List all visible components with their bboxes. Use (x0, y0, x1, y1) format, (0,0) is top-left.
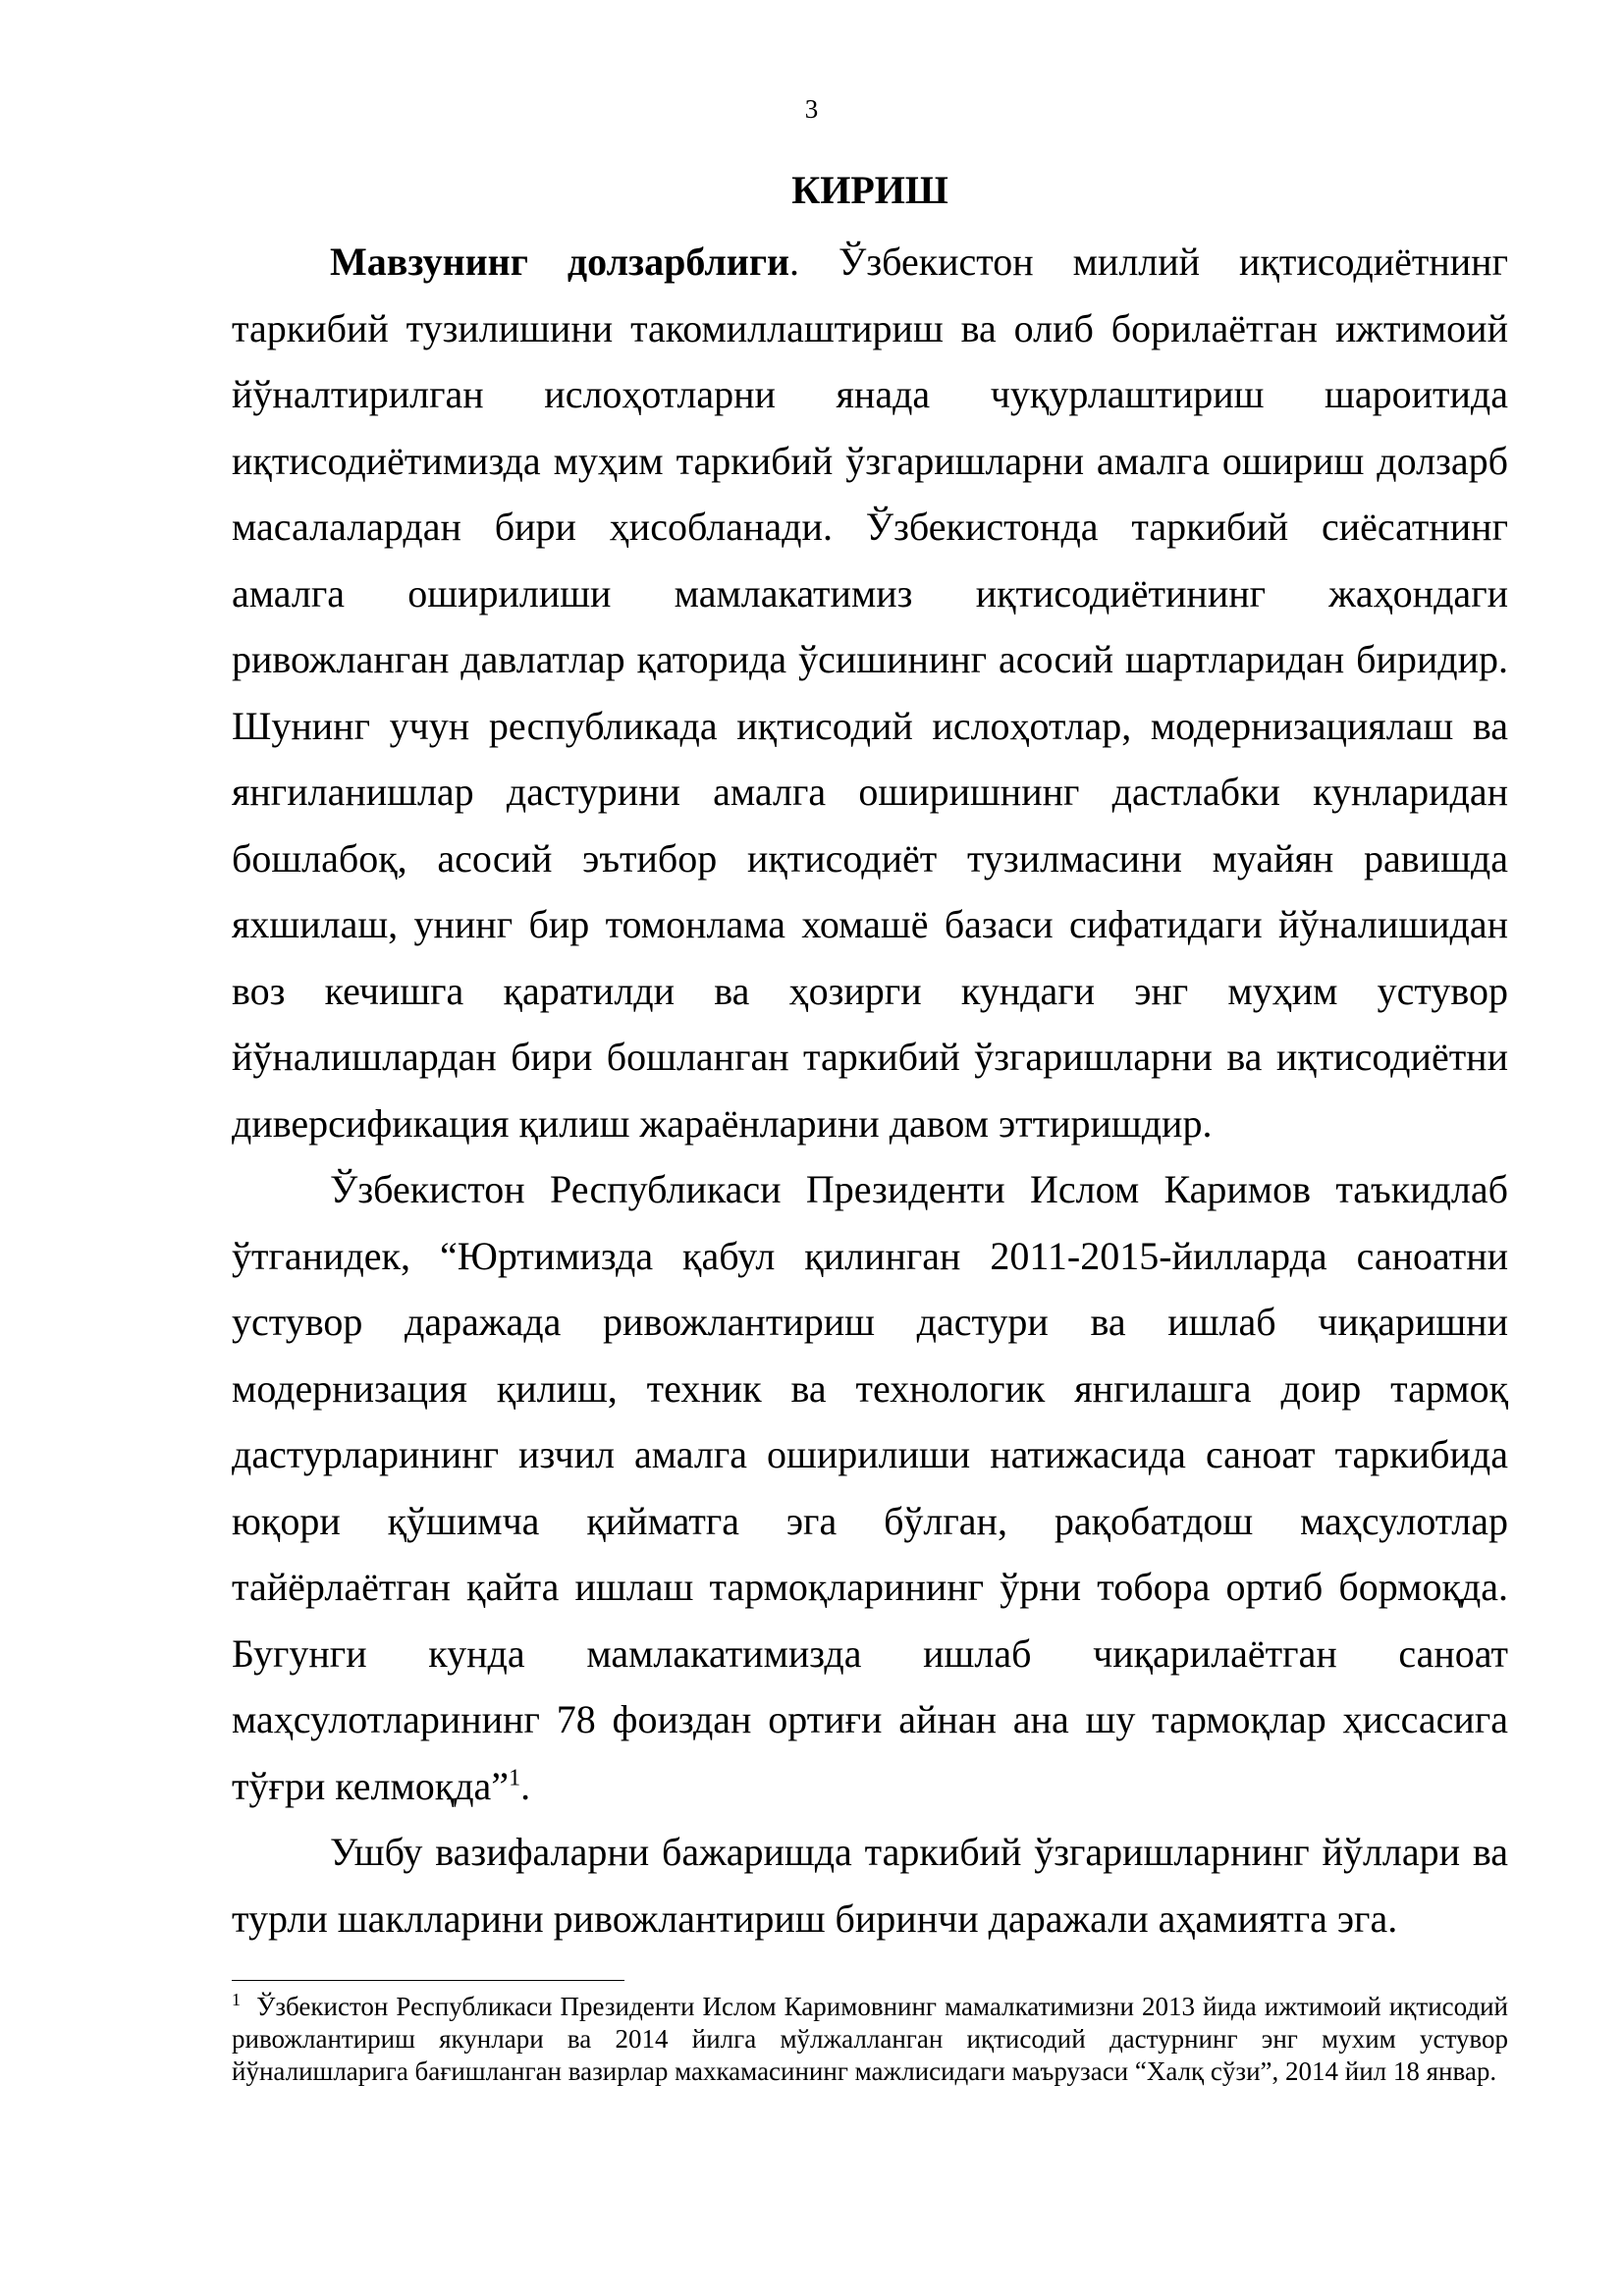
paragraph-text: Ушбу вазифаларни бажаришда таркибий ўзгаришларнинг йўллари ва турли шаклларини ривожлантириш биринчи даражали аҳамиятга эга. (232, 1830, 1508, 1941)
paragraph-conclusion (232, 1819, 1508, 1951)
footnote-reference[interactable]: 1 (509, 1765, 521, 1791)
paragraph-lead: Мавзунинг долзарблиги (330, 240, 790, 284)
footnote-text: Ўзбекистон Республикаси Президенти Ислом Каримовнинг мамалкатимизни 2013 йида ижтимоий иқтисодий ривожлантириш якунлари ва 2014 йилга мўлжалланган иқтисодий дастурнинг энг мухим устувор йўналишларига бағишланган вазирлар махкамасининг мажлисидаги маърузаси “Халқ сўзи”, 2014 йил 18 январ. (232, 1992, 1508, 2086)
paragraph-tail: . (520, 1763, 531, 1808)
paragraph-relevance (232, 229, 1508, 1156)
paragraph-quote (232, 1156, 1508, 1819)
footnote (232, 1991, 1508, 2088)
footnote-marker: 1 (232, 1990, 241, 2009)
section-heading: КИРИШ (791, 168, 948, 212)
paragraph-text: Ўзбекистон Республикаси Президенти Ислом Каримов таъкидлаб ўтганидек, “Юртимизда қабул қилинган 2011-2015-йилларда саноатни устувор даражада ривожлантириш дастури ва ишлаб чиқаришни модернизация қилиш, техник ва технологик янгилашга доир тармоқ дастурларининг изчил амалга оширилиши натижасида саноат таркибида юқори қўшимча қийматга эга бўлган, рақобатдош маҳсулотлар тайёрлаётган қайта ишлаш тармоқларининг ўрни тобора ортиб бормоқда. Бугунги кунда мамлакатимизда ишлаб чиқарилаётган саноат маҳсулотларининг 78 фоиздан ортиғи айнан ана шу тармоқлар ҳиссасига тўғри келмоқда” (232, 1167, 1508, 1808)
body-text (232, 229, 1508, 1951)
footnote-separator (232, 1980, 624, 1981)
paragraph-text: . Ўзбекистон миллий иқтисодиётнинг таркибий тузилишини такомиллаштириш ва олиб борилаётган ижтимоий йўналтирилган ислоҳотларни янада чуқурлаштириш шароитида иқтисодиётимизда муҳим таркибий ўзгаришларни амалга ошириш долзарб масалалардан бири ҳисобланади. Ўзбекистонда таркибий сиёсатнинг амалга оширилиши мамлакатимиз иқтисодиётининг жаҳондаги ривожланган давлатлар қаторида ўсишининг асосий шартларидан биридир. Шунинг учун республикада иқтисодий ислоҳотлар, модернизациялаш ва янгиланишлар дастурини амалга оширишнинг дастлабки кунларидан бошлабоқ, асосий эътибор иқтисодиёт тузилмасини муайян равишда яхшилаш, унинг бир томонлама хомашё базаси сифатидаги йўналишидан воз кечишга қаратилди ва ҳозирги кундаги энг муҳим устувор йўналишлардан бири бошланган таркибий ўзгаришларни ва иқтисодиётни диверсификация қилиш жараёнларини давом эттиришдир. (232, 240, 1508, 1146)
page-number: 3 (804, 94, 819, 124)
